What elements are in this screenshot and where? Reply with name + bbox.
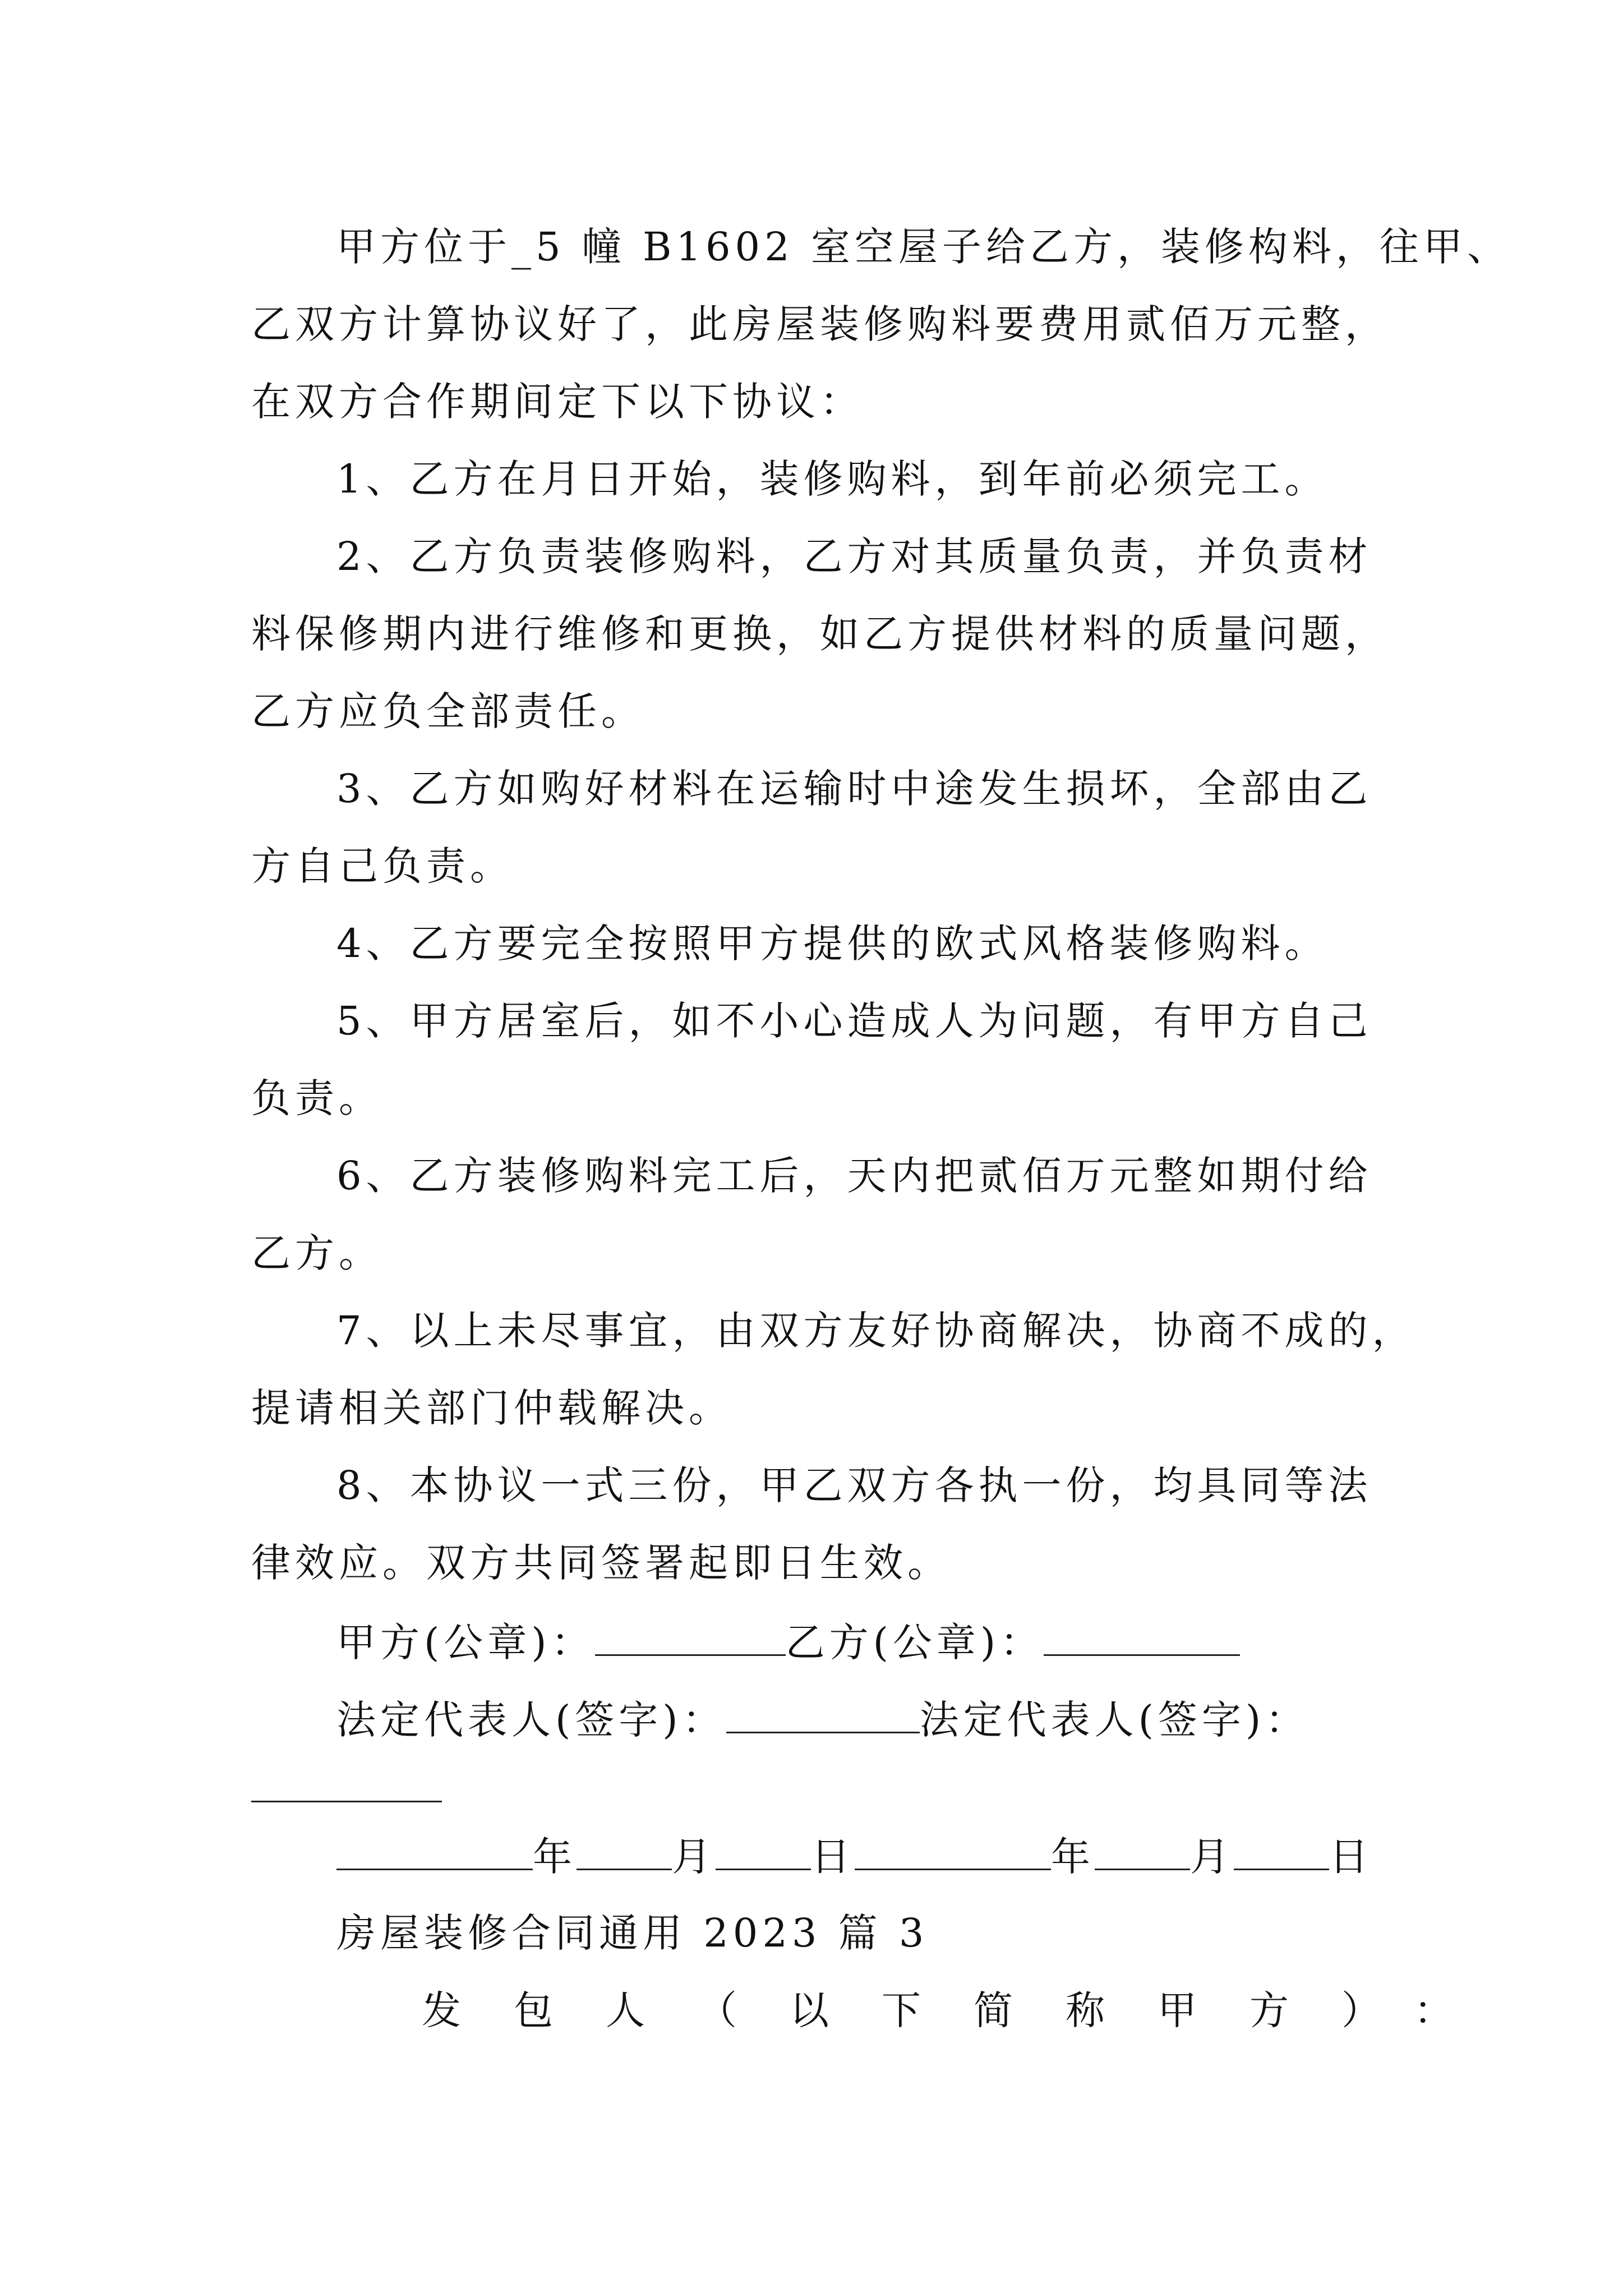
date-b-year-blank [855, 1835, 1051, 1870]
party-b-seal-label: 乙方(公章)： [785, 1619, 1044, 1665]
date-line [336, 1830, 1373, 1884]
paragraph-1-line-1: 甲方位于_5 幢 B1602 室空屋子给乙方，装修构料，往甲、 [336, 224, 1511, 270]
seal-line [336, 1616, 1240, 1669]
legal-rep-line [336, 1693, 1309, 1747]
party-b-seal-blank [1044, 1621, 1240, 1656]
item-6-line-1: 6、乙方装修购料完工后，天内把贰佰万元整如期付给 [336, 1153, 1372, 1199]
legal-rep-b-label: 法定代表人(签字)： [919, 1697, 1310, 1743]
item-2-line-1: 2、乙方负责装修购料，乙方对其质量负责，并负责材 [336, 533, 1372, 579]
item-8-line-1: 8、本协议一式三份，甲乙双方各执一份，均具同等法 [336, 1462, 1372, 1508]
item-3-line-2: 方自己负责。 [251, 843, 514, 889]
date-b-day: 日 [1329, 1834, 1373, 1880]
date-b-month: 月 [1190, 1834, 1234, 1880]
paragraph-1-line-2: 乙双方计算协议好了，此房屋装修购料要费用贰佰万元整， [251, 301, 1389, 347]
date-a-year-blank [336, 1835, 533, 1870]
item-5-line-1: 5、甲方居室后，如不小心造成人为问题，有甲方自己 [336, 998, 1372, 1044]
legal-rep-a-blank [726, 1698, 920, 1733]
paragraph-1-line-3: 在双方合作期间定下以下协议： [251, 379, 864, 425]
date-a-month-blank [577, 1835, 672, 1870]
item-1-line-1: 1、乙方在月日开始，装修购料，到年前必须完工。 [336, 456, 1329, 502]
date-a-year: 年 [533, 1834, 577, 1880]
item-4-line-1: 4、乙方要完全按照甲方提供的欧式风格装修购料。 [336, 921, 1329, 967]
legal-rep-a-label: 法定代表人(签字)： [336, 1697, 726, 1743]
contract-party-line: 发包人（以下简称甲方）： [422, 1987, 1506, 2033]
date-b-month-blank [1095, 1835, 1190, 1870]
item-2-line-3: 乙方应负全部责任。 [251, 688, 645, 734]
party-a-seal-blank [595, 1621, 786, 1656]
date-b-day-blank [1234, 1835, 1329, 1870]
date-a-month: 月 [672, 1834, 716, 1880]
party-a-seal-label: 甲方(公章)： [336, 1619, 595, 1665]
item-2-line-2: 料保修期内进行维修和更换，如乙方提供材料的质量问题， [251, 611, 1389, 657]
item-8-line-2: 律效应。双方共同签署起即日生效。 [251, 1540, 951, 1586]
date-b-year: 年 [1051, 1834, 1095, 1880]
item-6-line-2: 乙方。 [251, 1230, 382, 1276]
item-7-line-1: 7、以上未尽事宜，由双方友好协商解决，协商不成的， [336, 1308, 1416, 1354]
item-5-line-2: 负责。 [251, 1075, 382, 1121]
date-a-day: 日 [811, 1834, 855, 1880]
item-7-line-2: 提请相关部门仲载解决。 [251, 1385, 732, 1431]
legal-rep-b-blank [251, 1801, 442, 1802]
section-title: 房屋装修合同通用 2023 篇 3 [336, 1910, 929, 1956]
item-3-line-1: 3、乙方如购好材料在运输时中途发生损坏，全部由乙 [336, 766, 1372, 812]
date-a-day-blank [716, 1835, 811, 1870]
